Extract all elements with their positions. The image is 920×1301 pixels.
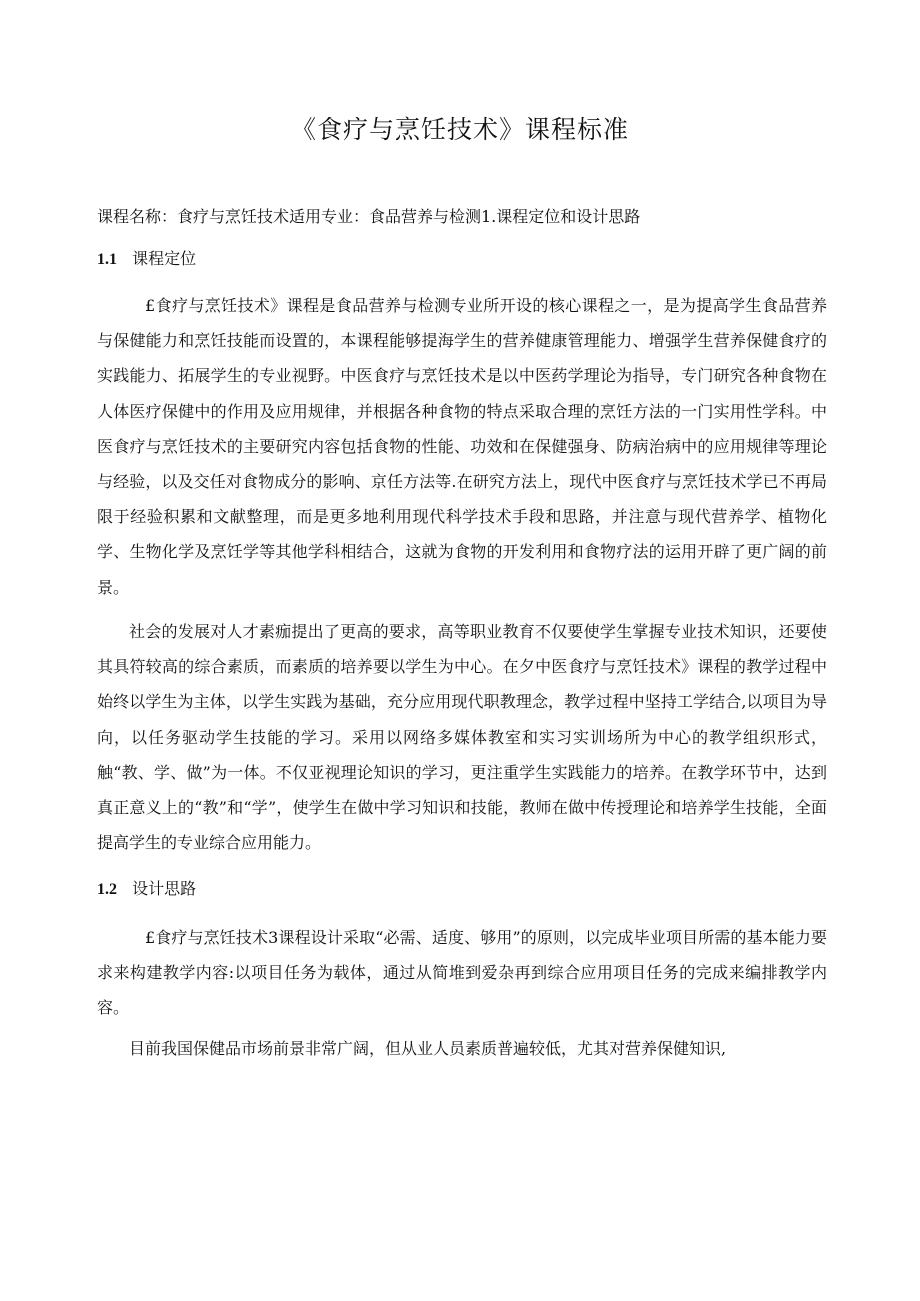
document-title: 《食疗与烹饪技术》课程标准: [290, 115, 629, 144]
section-heading-1-2: [97, 876, 196, 903]
section-title: 课程定位: [132, 249, 197, 268]
section-title: 设计思路: [132, 879, 197, 898]
paragraph-design-approach: £食疗与烹饪技术3课程设计采取“必需、适度、够用”的原则，以完成毕业项目所需的基本能力要求来构建教学内容:以项目任务为载体，通过从简堆到爱杂再到综合应用项目任务的完成来编排教学内容。: [97, 928, 827, 1018]
paragraph-market-outlook: 目前我国保健品市场前景非常广阔，但从业人员素质普遍较低，尤其对营养保健知识,: [129, 1039, 727, 1058]
course-meta-line: 课程名称：食疗与烹饪技术适用专业：食品营养与检测1.课程定位和设计思路: [97, 207, 641, 226]
section-number: 1.2: [97, 881, 117, 898]
section-number: 1.1: [97, 251, 117, 268]
paragraph-social-development: 社会的发展对人才素痂提出了更高的要求，高等职业教育不仅要使学生掌握专业技术知识，还要使其具符较高的综合素质，而素质的培养要以学生为中心。在夕中医食疗与烹饪技术》课程的教学过程中始终以学生为主体，以学生实践为基础，充分应用现代职教理念，教学过程中坚持工学结合,以项目为导向，以任务驱动学生技能的学习。采用以网络多媒体教室和实习实训场所为中心的教学组织形式，触“教、学、做”为一体。不仅亚视理论知识的学习，更注重学生实践能力的培养。在教学环节中，达到真正意义上的“教”和“学”，使学生在做中学习知识和技能，教师在做中传授理论和培养学生技能，全面提高学生的专业综合应用能力。: [97, 622, 827, 853]
section-heading-1-1: [97, 246, 196, 273]
paragraph-course-positioning: £食疗与烹饪技术》课程是食品营养与检测专业所开设的核心课程之一，是为提高学生食品营养与保健能力和烹饪技能而设置的，本课程能够提海学生的营养健康管理能力、增强学生营养保健食疗的实践能力、拓展学生的专业视野。中医食疗与烹饪技术是以中医药学理论为指导，专门研究各种食物在人体医疗保健中的作用及应用规律，并根据各种食物的特点采取合理的烹饪方法的一门实用性学科。中医食疗与烹饪技术的主要研究内容包括食物的性能、功效和在保健强身、防病治病中的应用规律等理论与经验，以及交任对食物成分的影响、京任方法等.在研究方法上，现代中医食疗与烹饪技术学已不再局限于经验积累和文献整理，而是更多地利用现代科学技术手段和思路，并注意与现代营养学、植物化学、生物化学及烹饪学等其他学科相结合，这就为食物的开发利用和食物疗法的运用开辟了更广阔的前景。: [97, 296, 827, 597]
